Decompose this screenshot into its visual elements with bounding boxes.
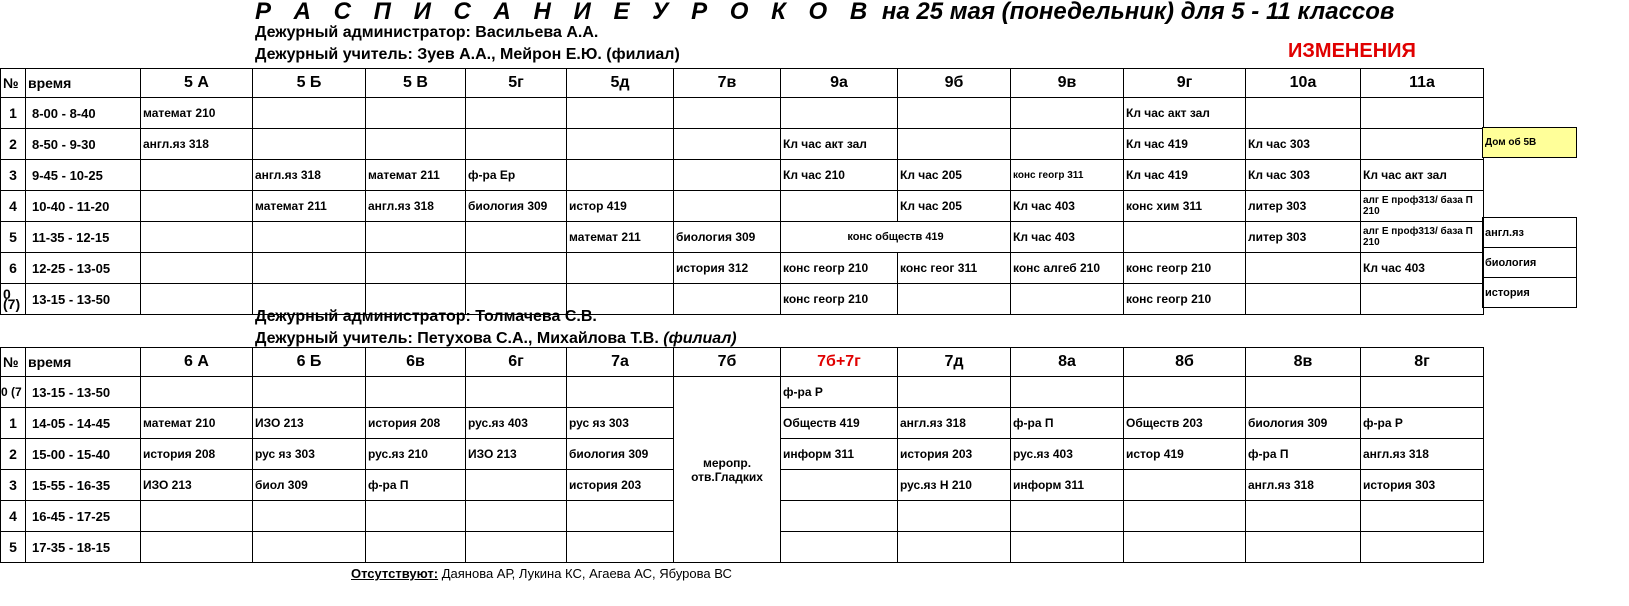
lesson-cell: [898, 284, 1011, 315]
lesson-cell: Кл час 205: [898, 160, 1011, 191]
lesson-time: 15-55 - 16-35: [26, 470, 141, 501]
col-class-header: 10а: [1246, 69, 1361, 98]
col-class-header: 9б: [898, 69, 1011, 98]
lesson-cell: [781, 191, 898, 222]
lesson-cell: [1124, 532, 1246, 563]
col-number-header: №: [1, 69, 26, 98]
lesson-cell: [466, 501, 567, 532]
lesson-cell: [141, 160, 253, 191]
schedule-table-2: [0, 347, 1484, 563]
table-row: [1, 284, 1484, 315]
schedule-table-1: [0, 68, 1484, 315]
lesson-cell: [253, 98, 366, 129]
lesson-cell: алг Е проф313/ база П 210: [1361, 191, 1484, 222]
lesson-cell: [674, 284, 781, 315]
lesson-number: 2: [1, 439, 26, 470]
lesson-cell: [366, 377, 466, 408]
lesson-cell: [1124, 501, 1246, 532]
lesson-cell: Кл час 205: [898, 191, 1011, 222]
lesson-cell: Кл час акт зал: [781, 129, 898, 160]
lesson-cell: конс геогр 210: [781, 284, 898, 315]
lesson-cell: ф-ра П: [1011, 408, 1124, 439]
lesson-cell: рус.яз Н 210: [898, 470, 1011, 501]
lesson-cell: [141, 377, 253, 408]
lesson-cell: [253, 377, 366, 408]
lesson-cell: [898, 98, 1011, 129]
lesson-cell: [466, 222, 567, 253]
lesson-cell: история 303: [1361, 470, 1484, 501]
lesson-cell: [567, 98, 674, 129]
lesson-cell: ИЗО 213: [141, 470, 253, 501]
col-time-header: время: [26, 69, 141, 98]
lesson-cell: [567, 160, 674, 191]
lesson-time: 11-35 - 12-15: [26, 222, 141, 253]
lesson-cell: [466, 253, 567, 284]
table-row: [1, 129, 1484, 160]
duty-admin-2: Дежурный администратор: Толмачева С.В.: [255, 308, 597, 325]
lesson-cell: [466, 532, 567, 563]
col-time-header: время: [26, 348, 141, 377]
lesson-cell: Кл час акт зал: [1124, 98, 1246, 129]
lesson-cell: [253, 129, 366, 160]
lesson-number: 5: [1, 532, 26, 563]
col-class-header: 8г: [1361, 348, 1484, 377]
lesson-cell: конс геогр 210: [1124, 284, 1246, 315]
lesson-cell: [141, 191, 253, 222]
col-class-header: 6в: [366, 348, 466, 377]
duty-teacher-2: Дежурный учитель: Петухова С.А., Михайлова Т.В. (филиал): [255, 330, 737, 347]
extra-cell: биология: [1482, 247, 1577, 278]
col-class-header: 5 А: [141, 69, 253, 98]
col-number-header: №: [1, 348, 26, 377]
lesson-cell: литер 303: [1246, 191, 1361, 222]
lesson-cell: математ 210: [141, 98, 253, 129]
lesson-cell: [1124, 377, 1246, 408]
lesson-cell: [898, 129, 1011, 160]
table-row: [1, 98, 1484, 129]
lesson-cell: информ 311: [781, 439, 898, 470]
lesson-cell: история 312: [674, 253, 781, 284]
lesson-cell: алг Е проф313/ база П 210: [1361, 222, 1484, 253]
duty-teacher-1: Дежурный учитель: Зуев А.А., Мейрон Е.Ю. (филиал): [255, 46, 680, 63]
lesson-cell: ф-ра Р: [781, 377, 898, 408]
header-row: [1, 69, 1484, 98]
lesson-time: 16-45 - 17-25: [26, 501, 141, 532]
lesson-cell: [253, 532, 366, 563]
lesson-number: 6: [1, 253, 26, 284]
lesson-cell: [366, 129, 466, 160]
lesson-cell: биол 309: [253, 470, 366, 501]
col-class-header: 7а: [567, 348, 674, 377]
lesson-cell: [1246, 501, 1361, 532]
lesson-cell: [141, 253, 253, 284]
lesson-cell: [1246, 532, 1361, 563]
lesson-cell: ф-ра П: [1246, 439, 1361, 470]
lesson-cell: [567, 532, 674, 563]
lesson-cell: англ.яз 318: [898, 408, 1011, 439]
col-class-header: 8б: [1124, 348, 1246, 377]
lesson-cell: математ 210: [141, 408, 253, 439]
lesson-time: 10-40 - 11-20: [26, 191, 141, 222]
lesson-cell: конс обществ 419: [781, 222, 1011, 253]
lesson-cell: [1361, 98, 1484, 129]
lesson-cell: [567, 501, 674, 532]
duty-admin-1: Дежурный администратор: Васильева А.А.: [255, 24, 599, 41]
lesson-cell: [366, 98, 466, 129]
col-class-header: 7д: [898, 348, 1011, 377]
lesson-cell: [366, 253, 466, 284]
lesson-cell: [253, 253, 366, 284]
col-class-header: 7б: [674, 348, 781, 377]
lesson-cell: Кл час 403: [1361, 253, 1484, 284]
lesson-cell: [1246, 98, 1361, 129]
lesson-cell: конс геог 311: [898, 253, 1011, 284]
lesson-cell: англ.яз 318: [141, 129, 253, 160]
lesson-cell: [1246, 253, 1361, 284]
col-class-header: 9г: [1124, 69, 1246, 98]
lesson-cell: литер 303: [1246, 222, 1361, 253]
table-row: [1, 191, 1484, 222]
lesson-cell: [781, 501, 898, 532]
lesson-cell: [674, 98, 781, 129]
col-class-header: 7б+7г: [781, 348, 898, 377]
col-class-header: 5д: [567, 69, 674, 98]
lesson-cell: Обществ 203: [1124, 408, 1246, 439]
lesson-cell: математ 211: [253, 191, 366, 222]
lesson-cell: история 208: [141, 439, 253, 470]
lesson-cell: [141, 501, 253, 532]
extra-cell: история: [1482, 277, 1577, 308]
lesson-cell: ф-ра Р: [1361, 408, 1484, 439]
lesson-cell: [898, 532, 1011, 563]
lesson-cell: ИЗО 213: [466, 439, 567, 470]
col-class-header: 9а: [781, 69, 898, 98]
lesson-cell: математ 211: [567, 222, 674, 253]
table-row: [1, 253, 1484, 284]
lesson-cell: рус.яз 210: [366, 439, 466, 470]
lesson-cell: Обществ 419: [781, 408, 898, 439]
table-row: [1, 222, 1484, 253]
lesson-cell: конс хим 311: [1124, 191, 1246, 222]
lesson-cell: [674, 160, 781, 191]
lesson-cell: рус яз 303: [567, 408, 674, 439]
lesson-cell: история 203: [898, 439, 1011, 470]
lesson-cell: Кл час 403: [1011, 191, 1124, 222]
col-class-header: 5г: [466, 69, 567, 98]
lesson-time: 12-25 - 13-05: [26, 253, 141, 284]
lesson-cell: истор 419: [567, 191, 674, 222]
lesson-cell: [898, 377, 1011, 408]
header-row: [1, 348, 1484, 377]
lesson-cell: рус яз 303: [253, 439, 366, 470]
lesson-cell: [1246, 284, 1361, 315]
col-class-header: 9в: [1011, 69, 1124, 98]
lesson-cell: Кл час 210: [781, 160, 898, 191]
lesson-cell: информ 311: [1011, 470, 1124, 501]
table-row: [1, 160, 1484, 191]
lesson-number: 1: [1, 98, 26, 129]
lesson-cell: [567, 253, 674, 284]
page-title: Р А С П И С А Н И Е У Р О К О В на 25 мая (понедельник) для 5 - 11 классов: [255, 0, 1395, 25]
lesson-cell: [1361, 501, 1484, 532]
lesson-cell: [1124, 470, 1246, 501]
col-class-header: 8в: [1246, 348, 1361, 377]
lesson-number: 1: [1, 408, 26, 439]
lesson-cell: [1011, 377, 1124, 408]
lesson-cell: [1361, 532, 1484, 563]
col-class-header: 7в: [674, 69, 781, 98]
lesson-cell: Кл час 419: [1124, 160, 1246, 191]
lesson-cell: рус.яз 403: [1011, 439, 1124, 470]
lesson-time: 8-50 - 9-30: [26, 129, 141, 160]
lesson-number: 3: [1, 160, 26, 191]
lesson-cell: конс геогр 210: [1124, 253, 1246, 284]
lesson-cell: [1361, 377, 1484, 408]
lesson-cell: [1011, 98, 1124, 129]
lesson-number: 0 (7): [1, 284, 26, 315]
lesson-time: 8-00 - 8-40: [26, 98, 141, 129]
lesson-cell: [674, 129, 781, 160]
table-row: [1, 377, 1484, 408]
absent-note: Отсутствуют: Даянова АР, Лукина КС, Агаева АС, Ябурова ВС: [351, 566, 732, 581]
lesson-cell: [141, 284, 253, 315]
lesson-cell: биология 309: [567, 439, 674, 470]
lesson-cell: [466, 377, 567, 408]
lesson-cell: биология 309: [674, 222, 781, 253]
lesson-cell: биология 309: [466, 191, 567, 222]
lesson-cell: [567, 377, 674, 408]
lesson-cell: истор 419: [1124, 439, 1246, 470]
lesson-cell: Кл час 303: [1246, 160, 1361, 191]
lesson-cell: [466, 98, 567, 129]
col-class-header: 6г: [466, 348, 567, 377]
lesson-cell: [781, 98, 898, 129]
col-class-header: 5 В: [366, 69, 466, 98]
changes-label: ИЗМЕНЕНИЯ: [1288, 40, 1416, 62]
lesson-time: 13-15 - 13-50: [26, 377, 141, 408]
lesson-cell: ИЗО 213: [253, 408, 366, 439]
lesson-time: 17-35 - 18-15: [26, 532, 141, 563]
lesson-cell: [1246, 377, 1361, 408]
lesson-cell: [366, 222, 466, 253]
col-class-header: 11а: [1361, 69, 1484, 98]
lesson-cell: [466, 129, 567, 160]
lesson-cell: биология 309: [1246, 408, 1361, 439]
col-class-header: 6 А: [141, 348, 253, 377]
lesson-cell: [781, 532, 898, 563]
lesson-cell: [1011, 129, 1124, 160]
lesson-cell: история 203: [567, 470, 674, 501]
lesson-cell: [466, 470, 567, 501]
lesson-cell: англ.яз 318: [253, 160, 366, 191]
lesson-cell: математ 211: [366, 160, 466, 191]
lesson-number: 2: [1, 129, 26, 160]
lesson-cell: Кл час акт зал: [1361, 160, 1484, 191]
lesson-cell: [1011, 284, 1124, 315]
lesson-time: 14-05 - 14-45: [26, 408, 141, 439]
lesson-cell: конс геогр 210: [781, 253, 898, 284]
lesson-number: 4: [1, 501, 26, 532]
lesson-cell: рус.яз 403: [466, 408, 567, 439]
lesson-cell: Кл час 303: [1246, 129, 1361, 160]
lesson-number: 0 (7: [1, 377, 26, 408]
lesson-cell: ф-ра Ер: [466, 160, 567, 191]
lesson-cell: [253, 501, 366, 532]
lesson-cell: [1011, 532, 1124, 563]
lesson-cell: англ.яз 318: [1361, 439, 1484, 470]
lesson-cell: [1011, 501, 1124, 532]
lesson-cell: ф-ра П: [366, 470, 466, 501]
lesson-cell: [1361, 284, 1484, 315]
merged-event-cell: меропр. отв.Гладких: [674, 377, 781, 563]
extra-cell: англ.яз: [1482, 217, 1577, 248]
lesson-cell: [781, 470, 898, 501]
lesson-cell: история 208: [366, 408, 466, 439]
lesson-time: 13-15 - 13-50: [26, 284, 141, 315]
lesson-cell: Кл час 419: [1124, 129, 1246, 160]
lesson-number: 4: [1, 191, 26, 222]
lesson-time: 15-00 - 15-40: [26, 439, 141, 470]
lesson-cell: [674, 191, 781, 222]
lesson-cell: конс алгеб 210: [1011, 253, 1124, 284]
col-class-header: 5 Б: [253, 69, 366, 98]
lesson-cell: [141, 532, 253, 563]
col-class-header: 6 Б: [253, 348, 366, 377]
lesson-cell: конс геогр 311: [1011, 160, 1124, 191]
lesson-cell: [141, 222, 253, 253]
lesson-cell: [1124, 222, 1246, 253]
lesson-cell: англ.яз 318: [1246, 470, 1361, 501]
lesson-cell: Кл час 403: [1011, 222, 1124, 253]
lesson-cell: [366, 532, 466, 563]
lesson-cell: [1361, 129, 1484, 160]
lesson-cell: [567, 129, 674, 160]
extra-cell: Дом об 5В: [1482, 127, 1577, 158]
lesson-cell: [253, 222, 366, 253]
lesson-cell: [366, 501, 466, 532]
lesson-number: 3: [1, 470, 26, 501]
lesson-time: 9-45 - 10-25: [26, 160, 141, 191]
lesson-number: 5: [1, 222, 26, 253]
lesson-cell: [898, 501, 1011, 532]
col-class-header: 8а: [1011, 348, 1124, 377]
lesson-cell: англ.яз 318: [366, 191, 466, 222]
